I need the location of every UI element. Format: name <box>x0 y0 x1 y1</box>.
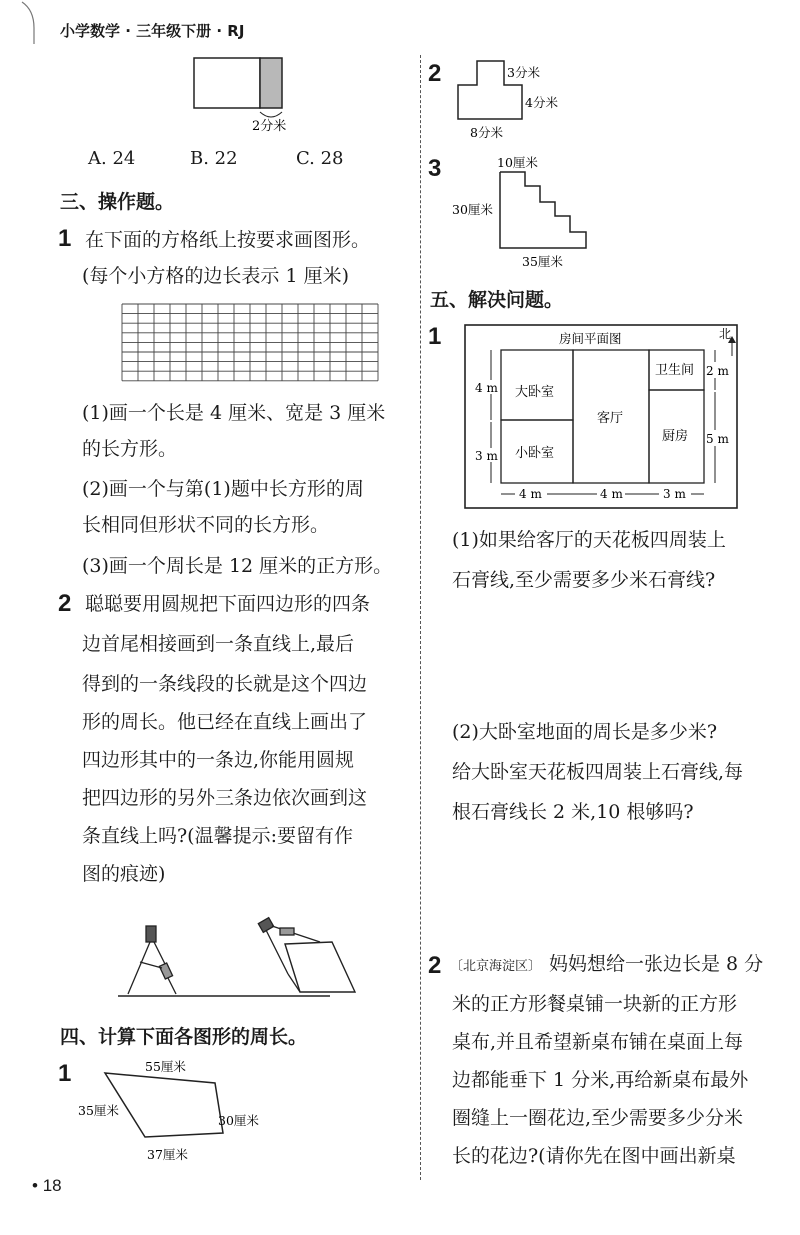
section-4-title: 四、计算下面各图形的周长。 <box>60 1026 308 1048</box>
q2-line: 图的痕迹) <box>82 863 166 885</box>
q2-number: 2 <box>58 590 72 617</box>
room-label: 客厅 <box>597 411 624 426</box>
q2-line: 边首尾相接画到一条直线上,最后 <box>82 633 355 655</box>
q2-line: 聪聪要用圆规把下面四边形的四条 <box>85 593 371 615</box>
compass-icon <box>128 926 176 994</box>
room-label: 大卧室 <box>515 385 555 400</box>
side-right-label: 30厘米 <box>218 1113 259 1128</box>
q1-number: 1 <box>58 225 72 252</box>
side-top-label: 55厘米 <box>145 1059 186 1074</box>
column-divider <box>420 55 421 1180</box>
figure-quadrilateral <box>75 1055 275 1170</box>
page-number: • 18 <box>32 1176 62 1195</box>
dim-c-label: 35厘米 <box>522 254 563 269</box>
room-label: 卫生间 <box>655 363 695 378</box>
plan-q1-line: (1)如果给客厅的天花板四周装上 <box>452 529 726 551</box>
q2-line: 条直线上吗?(温馨提示:要留有作 <box>82 825 354 847</box>
strip-width-label: 2分米 <box>252 119 287 134</box>
north-label: 北 <box>719 327 732 341</box>
page-header: 小学数学 · 三年级下册 · RJ <box>60 22 245 40</box>
floor-plan <box>463 322 753 512</box>
fig3-number: 3 <box>428 155 442 182</box>
room-label: 小卧室 <box>515 446 555 461</box>
figure-rectangle-strip <box>190 52 310 137</box>
fig1-number: 1 <box>58 1060 72 1087</box>
q1-item: (2)画一个与第(1)题中长方形的周 <box>82 478 364 500</box>
compass-icon <box>258 918 320 992</box>
plan-number: 1 <box>428 323 442 350</box>
plan-q1-line: 石膏线,至少需要多少米石膏线? <box>452 569 716 591</box>
dim-label: 2 m <box>706 364 729 378</box>
plan-q2-line: 根石膏线长 2 米,10 根够吗? <box>452 801 694 823</box>
q2-line: 形的周长。他已经在直线上画出了 <box>82 711 368 733</box>
q1-item: (1)画一个长是 4 厘米、宽是 3 厘米 <box>82 402 386 424</box>
grid-paper[interactable] <box>120 302 380 382</box>
q2r-line: 长的花边?(请你先在图中画出新桌 <box>452 1145 736 1167</box>
dim-c-label: 8分米 <box>470 125 503 140</box>
region-tag: 〔北京海淀区〕 <box>450 959 542 974</box>
page-number-value: 18 <box>42 1176 62 1195</box>
q2-number-right: 2 <box>428 952 442 979</box>
choice-a[interactable]: A. 24 <box>88 148 136 169</box>
q1-line: 在下面的方格纸上按要求画图形。 <box>85 229 371 251</box>
q2-line: 四边形其中的一条边,你能用圆规 <box>82 749 355 771</box>
choice-b[interactable]: B. 22 <box>190 148 238 169</box>
figure-staircase <box>450 150 610 272</box>
dim-label: 4 m <box>475 381 498 395</box>
q1-item: 的长方形。 <box>82 438 178 460</box>
room-label: 厨房 <box>662 429 689 444</box>
fig2-number: 2 <box>428 60 442 87</box>
dim-label: 3 m <box>475 449 498 463</box>
side-left-label: 35厘米 <box>78 1103 119 1118</box>
figure-step-shape <box>452 55 572 143</box>
q2r-line: 桌布,并且希望新桌布铺在桌面上每 <box>452 1031 744 1053</box>
choice-c[interactable]: C. 28 <box>296 148 344 169</box>
q2-line: 得到的一条线段的长就是这个四边 <box>82 673 368 695</box>
q2r-line: 米的正方形餐桌铺一块新的正方形 <box>452 993 738 1015</box>
q2r-line: 边都能垂下 1 分米,再给新桌布最外 <box>452 1069 749 1091</box>
dim-label: 3 m <box>663 487 686 501</box>
compass-diagram <box>110 912 360 1004</box>
q2r-line: 妈妈想给一张边长是 8 分 <box>549 953 764 975</box>
dim-label: 4 m <box>600 487 623 501</box>
q1-item: 长相同但形状不同的长方形。 <box>82 514 330 536</box>
dim-a-label: 3分米 <box>507 65 540 80</box>
dim-b-label: 4分米 <box>525 95 558 110</box>
q1-line: (每个小方格的边长表示 1 厘米) <box>82 265 349 287</box>
dim-label: 4 m <box>519 487 542 501</box>
section-3-title: 三、操作题。 <box>60 191 175 213</box>
section-5-title: 五、解决问题。 <box>430 289 564 311</box>
side-bottom-label: 37厘米 <box>147 1147 188 1162</box>
plan-q2-line: 给大卧室天花板四周装上石膏线,每 <box>452 761 744 783</box>
dim-a-label: 10厘米 <box>497 155 538 170</box>
q2r-line: 圈缝上一圈花边,至少需要多少分米 <box>452 1107 744 1129</box>
q1-item: (3)画一个周长是 12 厘米的正方形。 <box>82 555 393 577</box>
q2-line: 把四边形的另外三条边依次画到这 <box>82 787 368 809</box>
plan-q2-line: (2)大卧室地面的周长是多少米? <box>452 721 718 743</box>
dim-label: 5 m <box>706 432 729 446</box>
dim-b-label: 30厘米 <box>452 202 493 217</box>
floor-plan-title: 房间平面图 <box>559 331 622 346</box>
page-corner-mark <box>0 0 40 45</box>
